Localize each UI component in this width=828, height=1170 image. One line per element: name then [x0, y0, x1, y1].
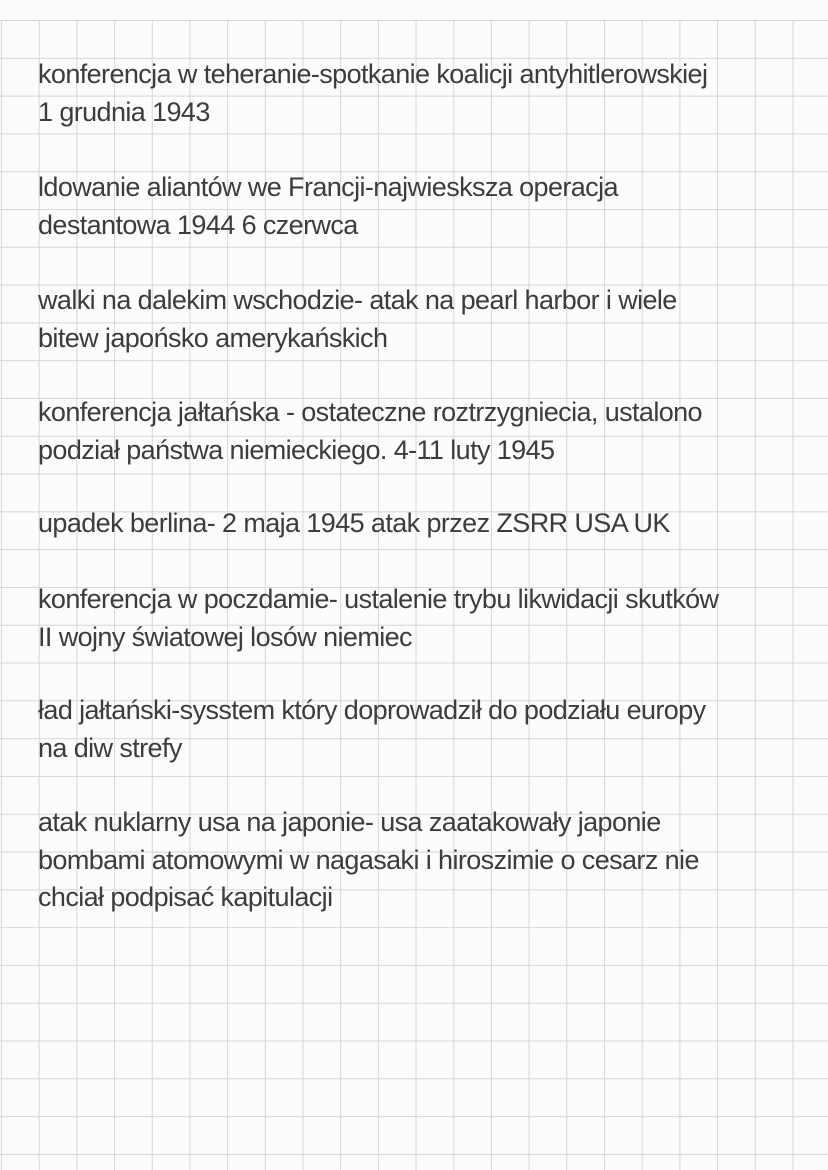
note-line: chciał podpisać kapitulacji	[38, 882, 333, 913]
note-line: bitew japońsko amerykańskich	[38, 322, 388, 353]
note-line: upadek berlina- 2 maja 1945 atak przez ZSRR USA UK	[38, 508, 670, 538]
note-paragraph-lad-jaltanski	[38, 692, 828, 767]
note-paragraph-jalta	[38, 394, 828, 469]
note-paragraph-daleki-wschod	[38, 282, 828, 357]
note-line: atak nuklarny usa na japonie- usa zaatakowały japonie	[38, 807, 661, 837]
note-paragraph-poczdam	[38, 581, 828, 656]
note-line: ład jałtański-sysstem który doprowadził do podziału europy	[38, 695, 706, 725]
note-line: bombami atomowymi w nagasaki i hiroszimie o cesarz nie	[38, 844, 699, 875]
note-line: destantowa 1944 6 czerwca	[38, 209, 358, 240]
note-line: konferencja w teheranie-spotkanie koalicji antyhitlerowskiej	[38, 59, 708, 89]
note-paragraph-berlin	[38, 505, 828, 543]
note-paragraph-atak-nuklearny	[38, 804, 828, 917]
note-line: na diw strefy	[38, 732, 182, 763]
note-paragraph-teheran	[38, 56, 828, 131]
note-line: ldowanie aliantów we Francji-najwiesksza operacja	[38, 172, 618, 202]
note-line: konferencja jałtańska - ostateczne roztrzygniecia, ustalono	[38, 397, 702, 427]
note-line: podział państwa niemieckiego. 4-11 luty 1945	[38, 434, 555, 465]
note-line: 1 grudnia 1943	[38, 96, 210, 127]
note-line: konferencja w poczdamie- ustalenie trybu likwidacji skutków	[38, 584, 719, 614]
note-line: II wojny światowej losów niemiec	[38, 621, 412, 652]
note-paragraph-normandia	[38, 169, 828, 244]
note-line: walki na dalekim wschodzie- atak na pearl harbor i wiele	[38, 285, 677, 315]
page-top-edge	[0, 0, 828, 20]
